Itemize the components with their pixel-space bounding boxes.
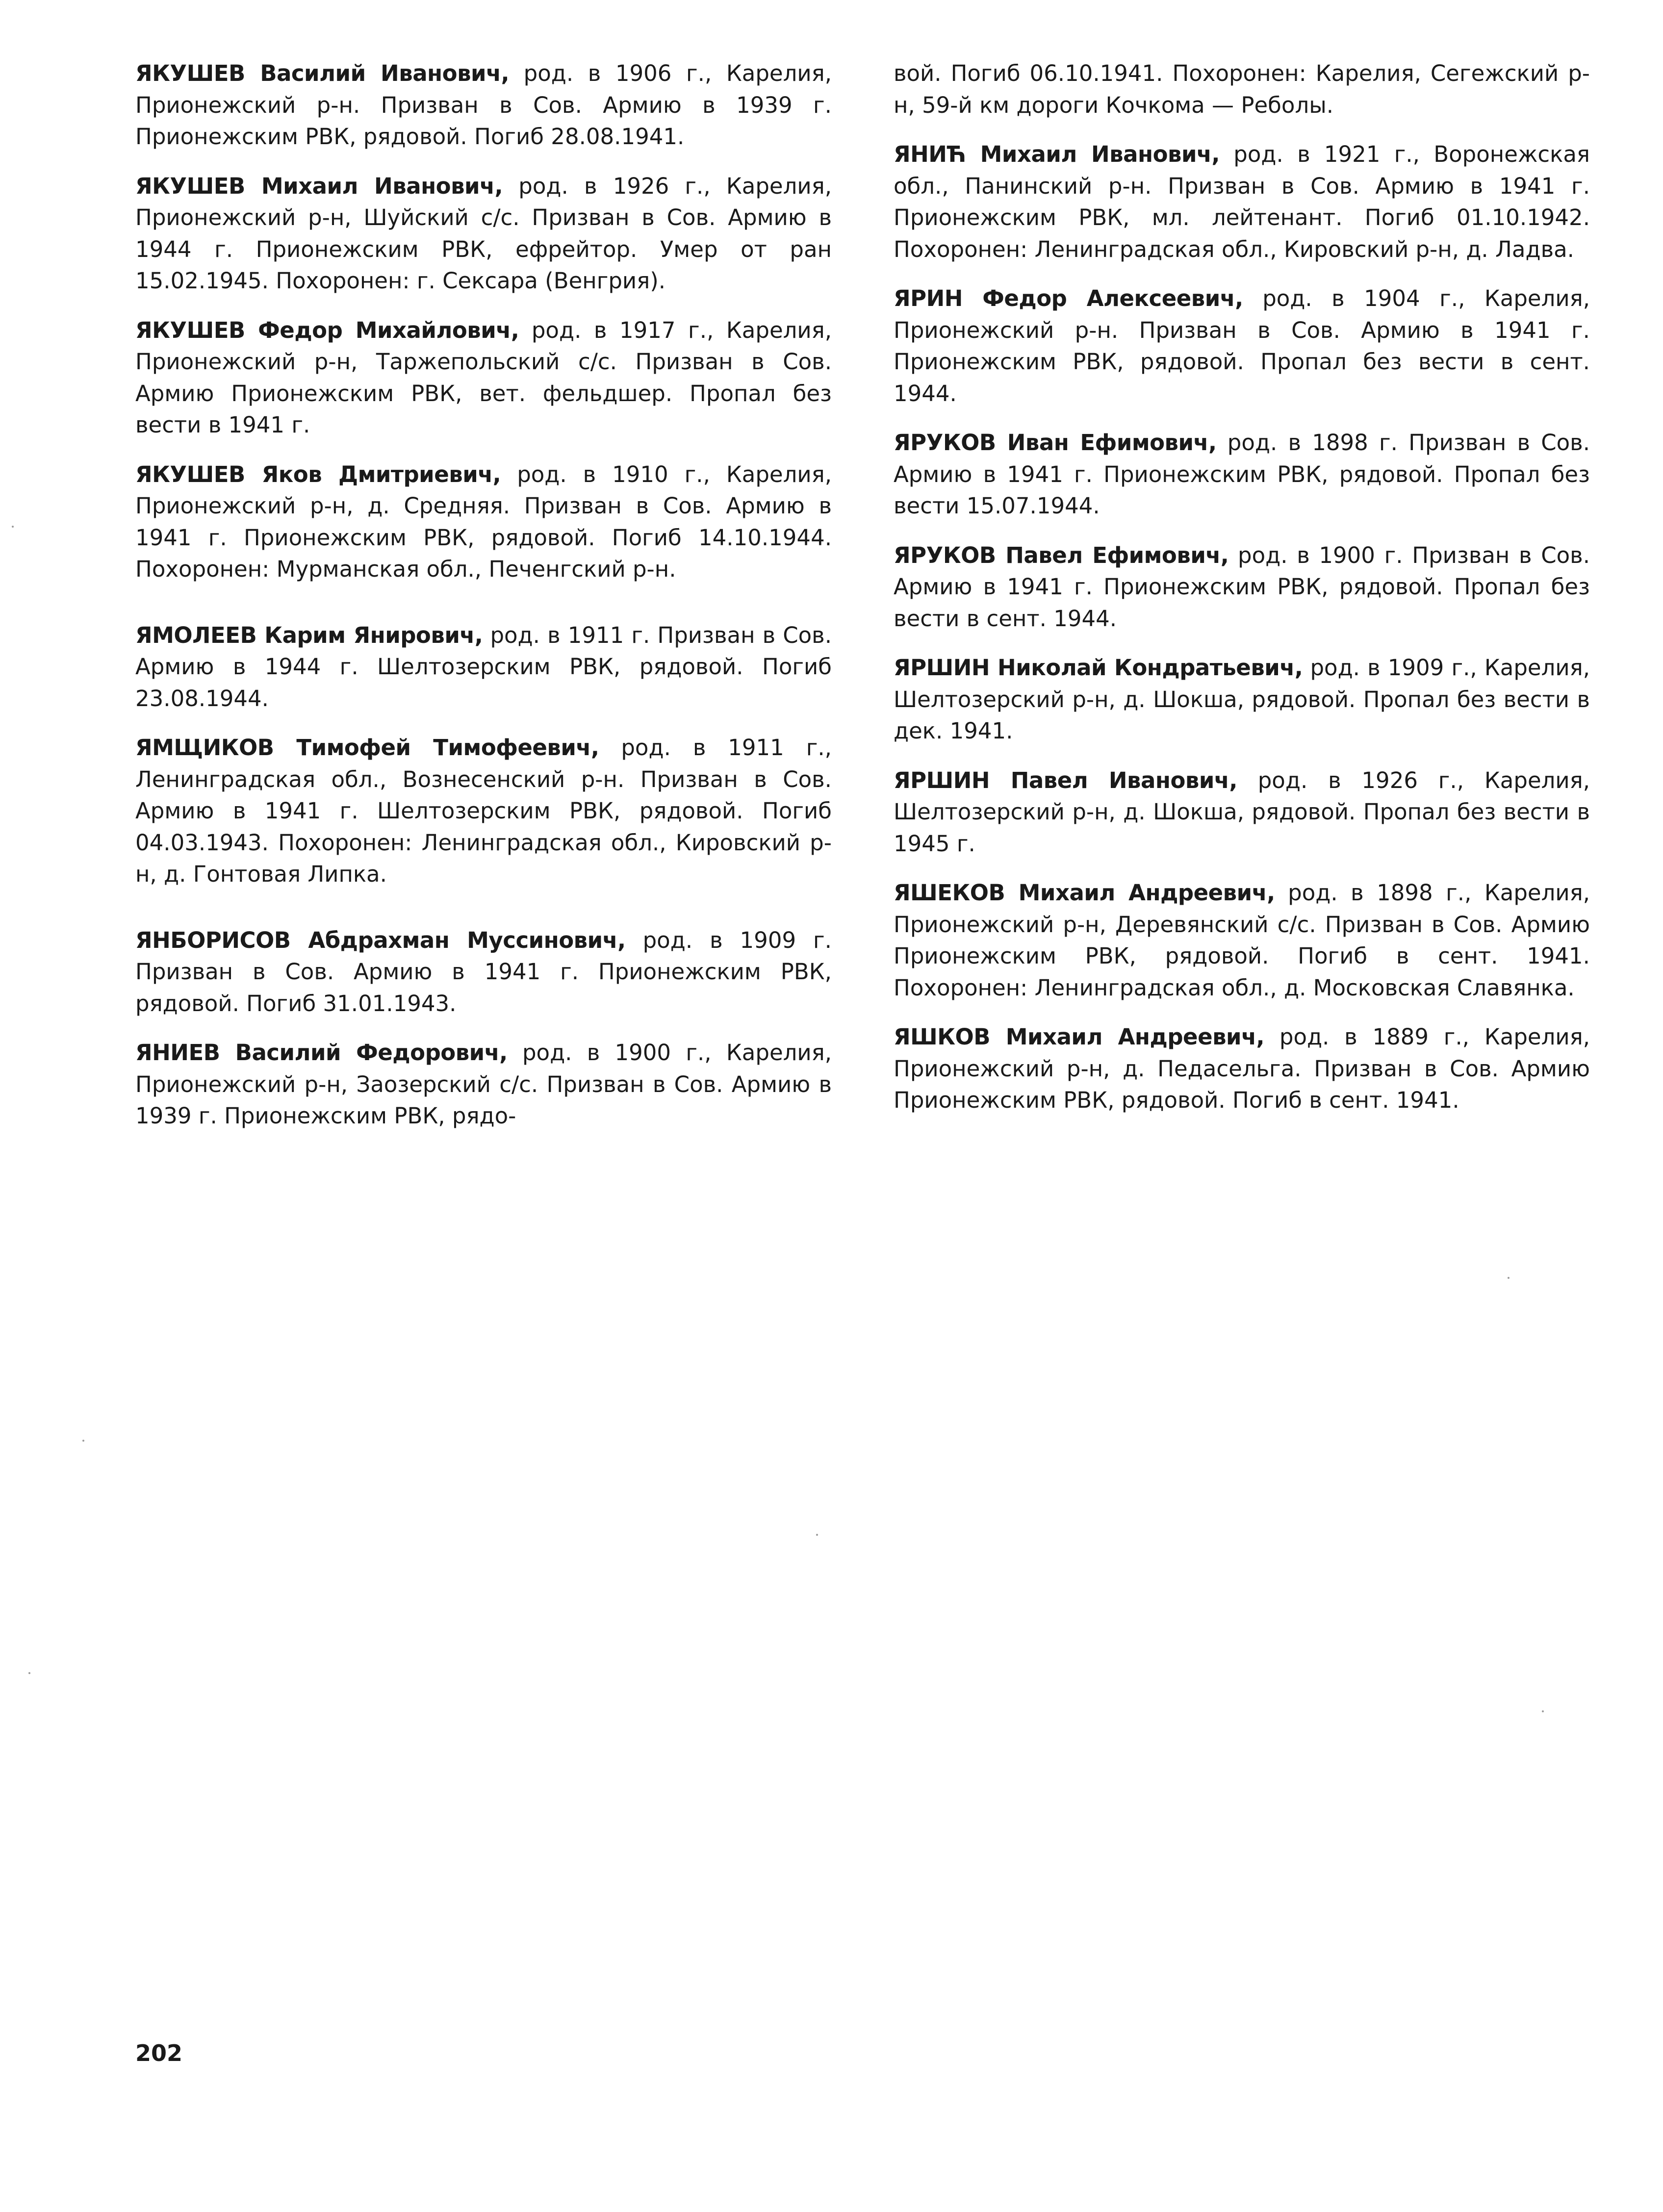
entry-text: род. в 1926 г., Карелия, Шелтозерский р-н, д. Шокша, рядовой. Пропал без вести в 1945 г. bbox=[894, 767, 1590, 857]
entry-text: род. в 1921 г., Воронежская обл., Панинский р-н. Призван в Сов. Армию в 1941 г. Прионежским РВК, мл. лейтенант. Погиб 01.10.1942. Похоронен: Ленинградская обл., Кировский р-н, д. Ладва. bbox=[894, 141, 1590, 262]
entry-text: род. в 1909 г., Карелия, Шелтозерский р-н, д. Шокша, рядовой. Пропал без вести в дек. 1941. bbox=[894, 655, 1590, 744]
entry-text: род. в 1906 г., Карелия, Прионежский р-н. Призван в Сов. Армию в 1939 г. Прионежским РВК, рядовой. Погиб 28.08.1941. bbox=[135, 60, 832, 150]
entry-yashkov-mikhail bbox=[894, 1021, 1590, 1117]
entry-text: род. в 1911 г., Ленинградская обл., Вознесенский р-н. Призван в Сов. Армию в 1941 г. Шелтозерским РВК, рядовой. Погиб 04.03.1943. Похоронен: Ленинградская обл., Кировский р-н, д. Гонтовая Липка. bbox=[135, 735, 832, 887]
scan-speck bbox=[1542, 1710, 1544, 1712]
entry-yakushev-yakov bbox=[135, 459, 832, 585]
entry-text: род. в 1926 г., Карелия, Прионежский р-н, Шуйский с/с. Призван в Сов. Армию в 1944 г. Прионежским РВК, ефрейтор. Умер от ран 15.02.1945. Похоронен: г. Сексара (Венгрия). bbox=[135, 173, 832, 294]
right-column bbox=[894, 58, 1590, 1134]
entry-yashekov-mikhail bbox=[894, 877, 1590, 1004]
entry-text: род. в 1898 г. Призван в Сов. Армию в 1941 г. Прионежским РВК, рядовой. Пропал без вести 15.07.1944. bbox=[894, 430, 1590, 519]
entry-yarukov-ivan bbox=[894, 427, 1590, 522]
entry-name: ЯНИЕВ Василий Федорович, bbox=[135, 1040, 508, 1066]
entry-name: ЯРШИН Павел Иванович, bbox=[894, 767, 1237, 793]
entry-name: ЯШЕКОВ Михаил Андреевич, bbox=[894, 880, 1275, 906]
scan-speck bbox=[28, 1672, 30, 1674]
entry-name: ЯНБОРИСОВ Абдрахман Муссинович, bbox=[135, 927, 626, 953]
entry-name: ЯКУШЕВ Федор Михайлович, bbox=[135, 317, 519, 343]
scan-speck bbox=[816, 1534, 818, 1536]
entry-yaniev-continuation bbox=[894, 58, 1590, 121]
entry-name: ЯРУКОВ Павел Ефимович, bbox=[894, 542, 1229, 568]
entry-name: ЯКУШЕВ Василий Иванович, bbox=[135, 60, 510, 86]
page-number: 202 bbox=[135, 2040, 183, 2066]
entry-text: род. в 1889 г., Карелия, Прионежский р-н, д. Педасельга. Призван в Сов. Армию Прионежским РВК, рядовой. Погиб в сент. 1941. bbox=[894, 1024, 1590, 1113]
scan-speck bbox=[1508, 1277, 1509, 1279]
entry-name: ЯНИЋ Михаил Иванович, bbox=[894, 141, 1220, 167]
entry-yamshchikov-timofey bbox=[135, 732, 832, 890]
entry-name: ЯШКОВ Михаил Андреевич, bbox=[894, 1024, 1265, 1050]
entry-yamoleev-karim bbox=[135, 620, 832, 715]
entry-text: род. в 1910 г., Карелия, Прионежский р-н, д. Средняя. Призван в Сов. Армию в 1941 г. Прионежским РВК, рядовой. Погиб 14.10.1944. Похоронен: Мурманская обл., Печенгский р-н. bbox=[135, 461, 832, 582]
entry-yakushev-vasily bbox=[135, 58, 832, 153]
entry-text: род. в 1909 г. Призван в Сов. Армию в 1941 г. Прионежским РВК, рядовой. Погиб 31.01.1943. bbox=[135, 927, 832, 1017]
entry-yanborisov-abdrakhman bbox=[135, 925, 832, 1020]
entry-text: род. в 1904 г., Карелия, Прионежский р-н. Призван в Сов. Армию в 1941 г. Прионежским РВК, рядовой. Пропал без вести в сент. 1944. bbox=[894, 285, 1590, 407]
entry-yakushev-fedor bbox=[135, 315, 832, 441]
entry-text: род. в 1900 г. Призван в Сов. Армию в 1941 г. Прионежским РВК, рядовой. Пропал без вести в сент. 1944. bbox=[894, 542, 1590, 632]
entry-name: ЯМЩИКОВ Тимофей Тимофеевич, bbox=[135, 735, 599, 761]
entry-name: ЯРИН Федор Алексеевич, bbox=[894, 285, 1243, 311]
entry-text: вой. Погиб 06.10.1941. Похоронен: Карелия, Сегежский р-н, 59-й км дороги Кочкома — Реболы. bbox=[894, 60, 1590, 118]
scan-speck bbox=[12, 526, 14, 528]
entry-name: ЯРШИН Николай Кондратьевич, bbox=[894, 655, 1303, 681]
entry-text: род. в 1898 г., Карелия, Прионежский р-н, Деревянский с/с. Призван в Сов. Армию Прионежским РВК, рядовой. Погиб в сент. 1941. Похоронен: Ленинградская обл., д. Московская Славянка. bbox=[894, 880, 1590, 1001]
entry-yarshin-pavel bbox=[894, 765, 1590, 860]
entry-yanich-mikhail bbox=[894, 139, 1590, 265]
entry-name: ЯРУКОВ Иван Ефимович, bbox=[894, 430, 1217, 456]
scan-speck bbox=[82, 1440, 84, 1442]
entry-text: род. в 1911 г. Призван в Сов. Армию в 1944 г. Шелтозерским РВК, рядовой. Погиб 23.08.1944. bbox=[135, 622, 832, 712]
entry-text: род. в 1917 г., Карелия, Прионежский р-н, Таржепольский с/с. Призван в Сов. Армию Прионежским РВК, вет. фельдшер. Пропал без вести в 1941 г. bbox=[135, 317, 832, 438]
entry-yakushev-mikhail bbox=[135, 171, 832, 297]
entry-name: ЯКУШЕВ Михаил Иванович, bbox=[135, 173, 503, 199]
entry-name: ЯМОЛЕЕВ Карим Янирович, bbox=[135, 622, 483, 648]
left-column bbox=[135, 58, 832, 1150]
entry-text: род. в 1900 г., Карелия, Прионежский р-н, Заозерский с/с. Призван в Сов. Армию в 1939 г. Прионежским РВК, рядо- bbox=[135, 1040, 832, 1129]
entry-name: ЯКУШЕВ Яков Дмитриевич, bbox=[135, 461, 501, 487]
entry-yarshin-nikolay bbox=[894, 652, 1590, 747]
entry-yaniev-vasily bbox=[135, 1037, 832, 1132]
entry-yarin-fedor bbox=[894, 283, 1590, 409]
entry-yarukov-pavel bbox=[894, 540, 1590, 635]
